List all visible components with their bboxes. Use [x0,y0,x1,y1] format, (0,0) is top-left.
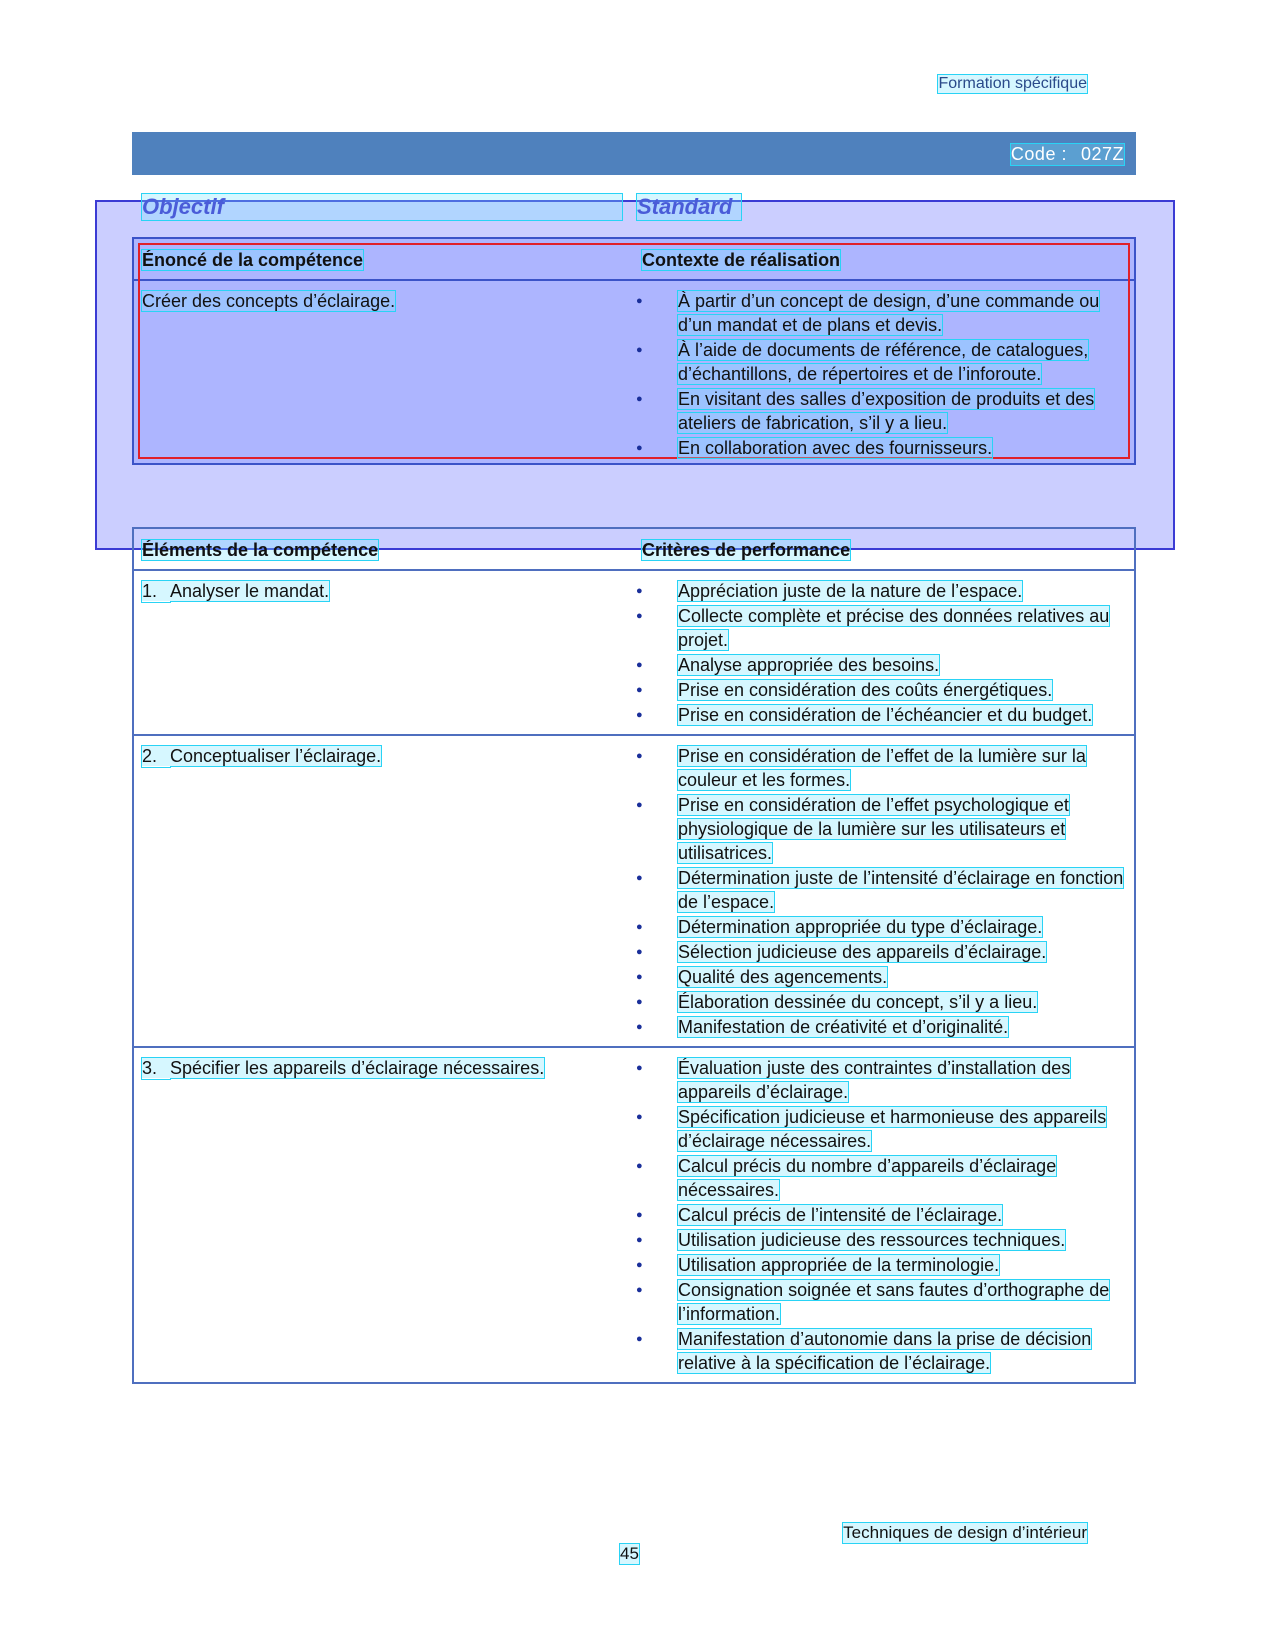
code-text [1011,144,1124,165]
criteria-list [634,1056,1128,1375]
element-label: Spécifier les appareils d’éclairage nécessaires. [170,1058,545,1078]
list-item: ● Élaboration dessinée du concept, s’il y a lieu. [634,990,1128,1014]
element-number: 2. [142,746,158,766]
table-row [134,570,1134,735]
criteres-header: Critères de performance [642,540,851,560]
competence-table [132,237,1136,465]
code-value: 027Z [1080,144,1124,164]
list-item: ● Manifestation de créativité et d’originalité. [634,1015,1128,1039]
list-item: ● À l’aide de documents de référence, de catalogues, d’échantillons, de répertoires et de l’inforoute. [634,338,1128,386]
standard-title: Standard [637,194,741,220]
list-item: ● Évaluation juste des contraintes d’installation des appareils d’éclairage. [634,1056,1128,1104]
list-item: ● Spécification judicieuse et harmonieuse des appareils d’éclairage nécessaires. [634,1105,1128,1153]
table-row [134,1047,1134,1382]
list-item: ● Qualité des agencements. [634,965,1128,989]
table-row [134,735,1134,1047]
list-item: ● Prise en considération des coûts énergétiques. [634,678,1128,702]
element-number: 3. [142,1058,158,1078]
code-band [132,132,1136,175]
page-number: 45 [620,1544,639,1563]
list-item: ● Calcul précis de l’intensité de l’éclairage. [634,1203,1128,1227]
code-label: Code : [1010,144,1067,164]
list-item: ● Analyse appropriée des besoins. [634,653,1128,677]
list-item: ● Détermination appropriée du type d’éclairage. [634,915,1128,939]
list-item: ● Prise en considération de l’effet de la lumière sur la couleur et les formes. [634,744,1128,792]
element-number: 1. [142,581,158,601]
list-item: ● Sélection judicieuse des appareils d’éclairage. [634,940,1128,964]
footer-title: Techniques de design d’intérieur [843,1523,1087,1542]
elements-header: Éléments de la compétence [142,540,379,560]
list-item: ● Utilisation judicieuse des ressources techniques. [634,1228,1128,1252]
contexte-list [634,289,1128,460]
element-label: Conceptualiser l’éclairage. [170,746,382,766]
list-item: ● Détermination juste de l’intensité d’éclairage en fonction de l’espace. [634,866,1128,914]
list-item: ● Collecte complète et précise des données relatives au projet. [634,604,1128,652]
list-item: ● Calcul précis du nombre d’appareils d’éclairage nécessaires. [634,1154,1128,1202]
objectif-title: Objectif [142,194,622,220]
elements-table [132,527,1136,1384]
criteria-list [634,579,1128,727]
list-item: ● Consignation soignée et sans fautes d’orthographe de l’information. [634,1278,1128,1326]
list-item: ● En collaboration avec des fournisseurs. [634,436,1128,460]
header-label: Formation spécifique [938,75,1087,92]
contexte-header: Contexte de réalisation [642,250,841,270]
list-item: ● Utilisation appropriée de la terminologie. [634,1253,1128,1277]
list-item: ● En visitant des salles d’exposition de produits et des ateliers de fabrication, s’il y a lieu. [634,387,1128,435]
list-item: ● À partir d’un concept de design, d’une commande ou d’un mandat et de plans et devis. [634,289,1128,337]
criteria-list [634,744,1128,1039]
competence-statement: Créer des concepts d’éclairage. [142,291,396,311]
list-item: ● Appréciation juste de la nature de l’espace. [634,579,1128,603]
list-item: ● Prise en considération de l’effet psychologique et physiologique de la lumière sur les utilisateurs et utilisatrices. [634,793,1128,865]
list-item: ● Manifestation d’autonomie dans la prise de décision relative à la spécification de l’éclairage. [634,1327,1128,1375]
list-item: ● Prise en considération de l’échéancier et du budget. [634,703,1128,727]
element-label: Analyser le mandat. [170,581,330,601]
enonce-header: Énoncé de la compétence [142,250,364,270]
